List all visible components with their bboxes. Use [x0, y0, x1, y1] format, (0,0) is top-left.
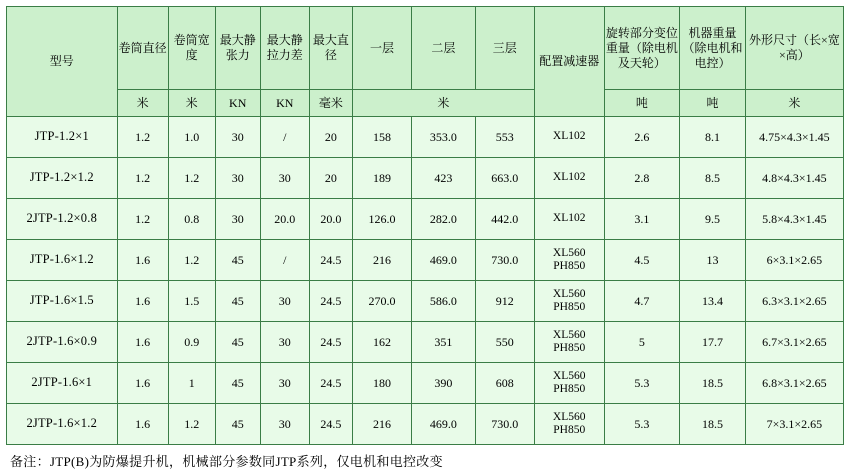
- cell-machine-weight: 13.4: [680, 281, 745, 322]
- reducer-line-1: XL560: [552, 246, 586, 259]
- cell-lift-layer3: 553: [475, 117, 534, 158]
- cell-reducer: [534, 199, 604, 240]
- cell-reducer: [534, 322, 604, 363]
- cell-max-static-pull: 45: [215, 404, 260, 445]
- cell-lift-layer2: 351: [412, 322, 475, 363]
- cell-lift-layer3: 608: [475, 363, 534, 404]
- table-row: [7, 322, 844, 363]
- reducer-line-2: PH850: [553, 260, 586, 272]
- cell-lift-layer2: 586.0: [412, 281, 475, 322]
- cell-max-rope-diameter: 20.0: [309, 199, 352, 240]
- cell-dimensions: 6×3.1×2.65: [745, 240, 843, 281]
- cell-drum-width: 1: [168, 363, 215, 404]
- reducer-line-2: PH850: [553, 301, 586, 313]
- cell-lift-layer2: 353.0: [412, 117, 475, 158]
- cell-model: JTP-1.2×1.2: [7, 158, 118, 199]
- cell-max-static-diff: /: [260, 117, 309, 158]
- unit-machine-weight: 吨: [680, 90, 745, 117]
- table-row: [7, 199, 844, 240]
- header-drum-diameter: 卷筒直径: [117, 7, 168, 90]
- table-body: [7, 117, 844, 445]
- header-machine-weight: 机器重量（除电机和电控）: [680, 7, 745, 90]
- hoist-specification-table: [6, 6, 844, 445]
- cell-drum-width: 0.8: [168, 199, 215, 240]
- cell-lift-layer3: 730.0: [475, 240, 534, 281]
- header-max-static-pull: 最大静张力: [215, 7, 260, 90]
- unit-dimensions: 米: [745, 90, 843, 117]
- cell-reducer: [534, 158, 604, 199]
- cell-dimensions: 4.8×4.3×1.45: [745, 158, 843, 199]
- cell-model: JTP-1.2×1: [7, 117, 118, 158]
- header-reducer: 配置减速器: [534, 7, 604, 117]
- cell-drum-width: 1.2: [168, 404, 215, 445]
- unit-max-static-pull: KN: [215, 90, 260, 117]
- table-row: [7, 240, 844, 281]
- cell-reducer: [534, 404, 604, 445]
- header-max-rope-diameter: 最大直径: [309, 7, 352, 90]
- cell-max-static-diff: 30: [260, 158, 309, 199]
- header-lift-layer2: 二层: [412, 7, 475, 90]
- cell-lift-layer2: 469.0: [412, 404, 475, 445]
- cell-max-static-pull: 30: [215, 117, 260, 158]
- cell-machine-weight: 17.7: [680, 322, 745, 363]
- cell-lift-layer3: 442.0: [475, 199, 534, 240]
- cell-max-static-diff: 20.0: [260, 199, 309, 240]
- cell-lift-layer1: 126.0: [352, 199, 411, 240]
- table-row: [7, 117, 844, 158]
- unit-max-rope-diameter: 毫米: [309, 90, 352, 117]
- unit-max-static-diff: KN: [260, 90, 309, 117]
- cell-model: 2JTP-1.6×1.2: [7, 404, 118, 445]
- header-row-main: [7, 7, 844, 90]
- reducer-line-2: PH850: [553, 383, 586, 395]
- cell-rotating-weight: 5.3: [604, 363, 680, 404]
- cell-lift-layer1: 216: [352, 404, 411, 445]
- cell-max-rope-diameter: 24.5: [309, 240, 352, 281]
- cell-model: JTP-1.6×1.2: [7, 240, 118, 281]
- cell-dimensions: 6.8×3.1×2.65: [745, 363, 843, 404]
- cell-max-rope-diameter: 24.5: [309, 281, 352, 322]
- cell-lift-layer2: 423: [412, 158, 475, 199]
- cell-drum-diameter: 1.2: [117, 199, 168, 240]
- cell-rotating-weight: 5.3: [604, 404, 680, 445]
- cell-machine-weight: 13: [680, 240, 745, 281]
- cell-max-static-pull: 45: [215, 322, 260, 363]
- header-max-static-diff: 最大静拉力差: [260, 7, 309, 90]
- cell-drum-diameter: 1.6: [117, 363, 168, 404]
- cell-rotating-weight: 4.7: [604, 281, 680, 322]
- cell-drum-width: 1.2: [168, 158, 215, 199]
- cell-lift-layer1: 158: [352, 117, 411, 158]
- reducer-line-1: XL560: [552, 287, 586, 300]
- cell-dimensions: 5.8×4.3×1.45: [745, 199, 843, 240]
- header-drum-width: 卷筒宽度: [168, 7, 215, 90]
- cell-dimensions: 7×3.1×2.65: [745, 404, 843, 445]
- table-row: [7, 158, 844, 199]
- cell-model: JTP-1.6×1.5: [7, 281, 118, 322]
- cell-model: 2JTP-1.6×0.9: [7, 322, 118, 363]
- reducer-line-1: XL560: [552, 369, 586, 382]
- header-model: 型号: [7, 7, 118, 117]
- header-lift-layer3: 三层: [475, 7, 534, 90]
- cell-lift-layer1: 189: [352, 158, 411, 199]
- cell-lift-layer2: 469.0: [412, 240, 475, 281]
- cell-lift-layer1: 180: [352, 363, 411, 404]
- cell-reducer: [534, 240, 604, 281]
- cell-rotating-weight: 5: [604, 322, 680, 363]
- reducer-line-1: XL560: [552, 410, 586, 423]
- unit-drum-diameter: 米: [117, 90, 168, 117]
- cell-lift-layer3: 730.0: [475, 404, 534, 445]
- reducer-line-2: PH850: [553, 342, 586, 354]
- cell-max-static-pull: 45: [215, 363, 260, 404]
- reducer-line-1: XL102: [552, 212, 586, 225]
- cell-max-static-diff: 30: [260, 404, 309, 445]
- cell-max-static-pull: 30: [215, 158, 260, 199]
- cell-machine-weight: 8.5: [680, 158, 745, 199]
- cell-rotating-weight: 2.6: [604, 117, 680, 158]
- cell-lift-layer2: 282.0: [412, 199, 475, 240]
- table-head: [7, 7, 844, 117]
- header-row-units: [7, 90, 844, 117]
- cell-lift-layer1: 216: [352, 240, 411, 281]
- cell-machine-weight: 18.5: [680, 363, 745, 404]
- cell-lift-layer3: 912: [475, 281, 534, 322]
- unit-drum-width: 米: [168, 90, 215, 117]
- cell-drum-diameter: 1.6: [117, 322, 168, 363]
- cell-lift-layer3: 550: [475, 322, 534, 363]
- reducer-line-1: XL102: [552, 171, 586, 184]
- cell-max-rope-diameter: 20: [309, 117, 352, 158]
- cell-model: 2JTP-1.2×0.8: [7, 199, 118, 240]
- cell-max-static-pull: 45: [215, 281, 260, 322]
- cell-max-static-diff: 30: [260, 322, 309, 363]
- cell-lift-layer1: 162: [352, 322, 411, 363]
- cell-machine-weight: 18.5: [680, 404, 745, 445]
- cell-drum-width: 1.0: [168, 117, 215, 158]
- cell-lift-layer1: 270.0: [352, 281, 411, 322]
- cell-drum-diameter: 1.6: [117, 404, 168, 445]
- cell-max-static-diff: 30: [260, 281, 309, 322]
- table-row: [7, 404, 844, 445]
- unit-rotating-weight: 吨: [604, 90, 680, 117]
- cell-reducer: [534, 117, 604, 158]
- reducer-line-1: XL560: [552, 328, 586, 341]
- reducer-line-1: XL102: [552, 130, 586, 143]
- cell-model: 2JTP-1.6×1: [7, 363, 118, 404]
- table-row: [7, 363, 844, 404]
- cell-drum-diameter: 1.2: [117, 117, 168, 158]
- cell-dimensions: 6.3×3.1×2.65: [745, 281, 843, 322]
- cell-machine-weight: 9.5: [680, 199, 745, 240]
- cell-drum-width: 1.5: [168, 281, 215, 322]
- cell-rotating-weight: 2.8: [604, 158, 680, 199]
- cell-reducer: [534, 281, 604, 322]
- cell-drum-diameter: 1.2: [117, 158, 168, 199]
- header-dimensions: 外形尺寸（长×宽×高）: [745, 7, 843, 90]
- cell-max-rope-diameter: 24.5: [309, 322, 352, 363]
- header-rotating-weight: 旋转部分变位重量（除电机及天轮）: [604, 7, 680, 90]
- reducer-line-2: PH850: [553, 424, 586, 436]
- cell-drum-diameter: 1.6: [117, 240, 168, 281]
- cell-dimensions: 6.7×3.1×2.65: [745, 322, 843, 363]
- cell-max-static-diff: 30: [260, 363, 309, 404]
- cell-dimensions: 4.75×4.3×1.45: [745, 117, 843, 158]
- header-lift-layer1: 一层: [352, 7, 411, 90]
- cell-max-rope-diameter: 24.5: [309, 363, 352, 404]
- cell-max-static-pull: 30: [215, 199, 260, 240]
- cell-lift-layer3: 663.0: [475, 158, 534, 199]
- cell-rotating-weight: 3.1: [604, 199, 680, 240]
- cell-reducer: [534, 363, 604, 404]
- cell-max-static-diff: /: [260, 240, 309, 281]
- cell-max-rope-diameter: 24.5: [309, 404, 352, 445]
- cell-max-static-pull: 45: [215, 240, 260, 281]
- cell-drum-width: 0.9: [168, 322, 215, 363]
- unit-max-lift: 米: [352, 90, 534, 117]
- cell-machine-weight: 8.1: [680, 117, 745, 158]
- cell-drum-width: 1.2: [168, 240, 215, 281]
- cell-drum-diameter: 1.6: [117, 281, 168, 322]
- cell-max-rope-diameter: 20: [309, 158, 352, 199]
- table-row: [7, 281, 844, 322]
- cell-rotating-weight: 4.5: [604, 240, 680, 281]
- table-note: 备注：JTP(B)为防爆提升机，机械部分参数同JTP系列，仅电机和电控改变: [10, 454, 443, 469]
- cell-lift-layer2: 390: [412, 363, 475, 404]
